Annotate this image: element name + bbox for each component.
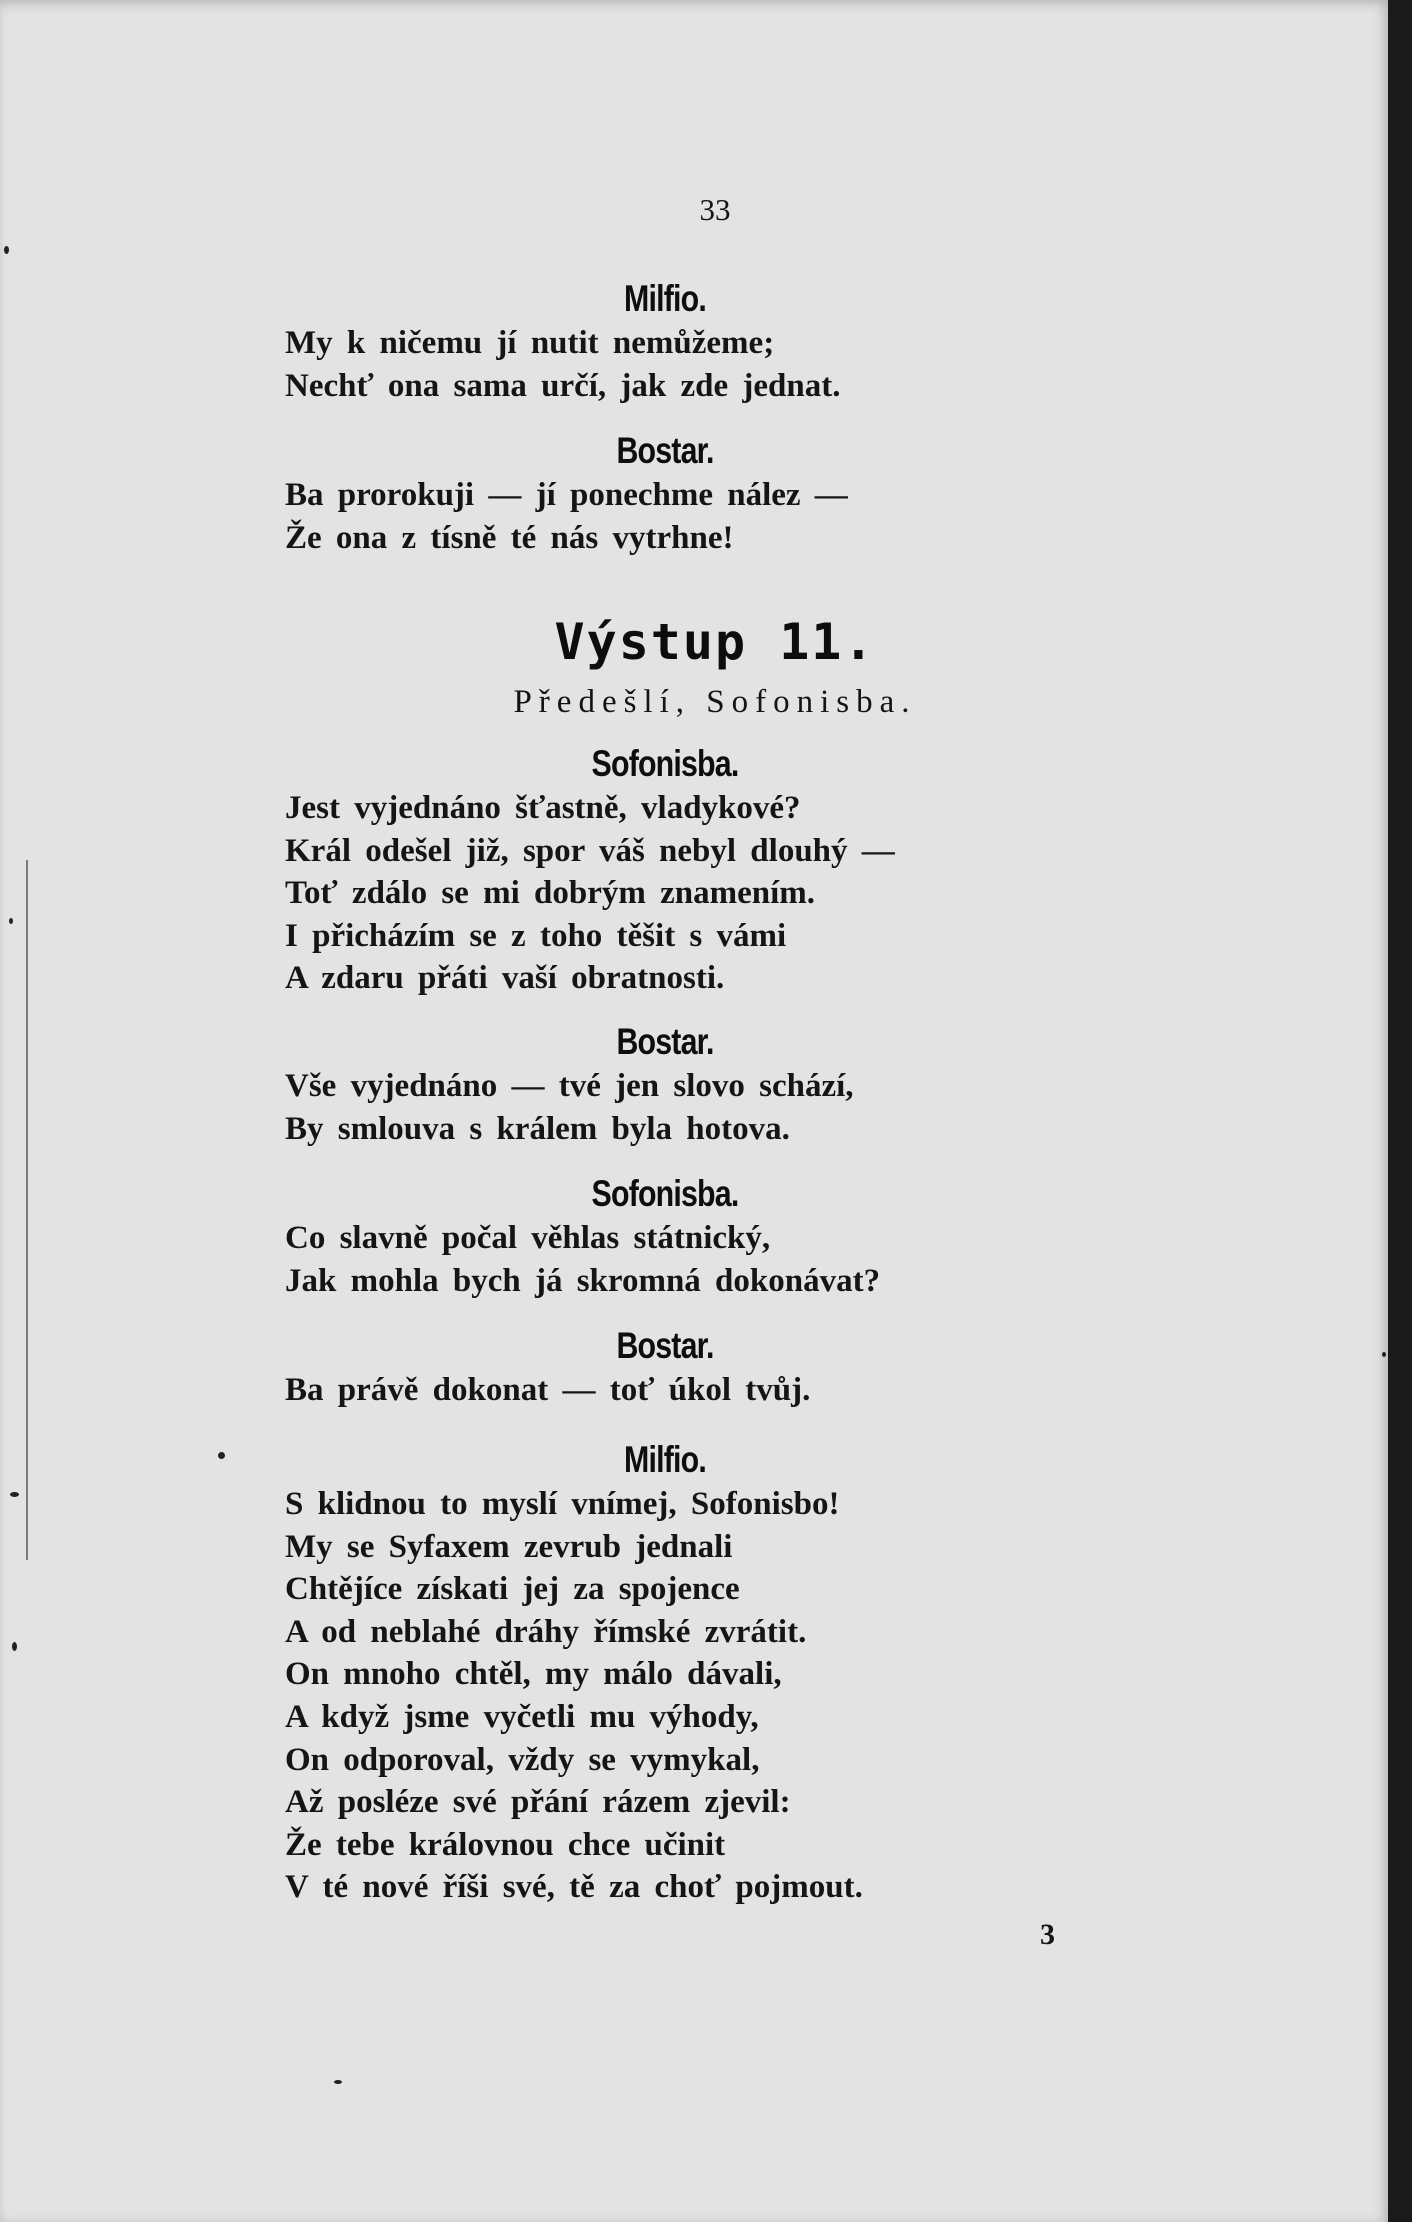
- speaker-name: Sofonisba.: [591, 743, 739, 784]
- signature-mark: 3: [1040, 1918, 1055, 1951]
- speaker-name: Bostar.: [616, 430, 714, 471]
- speaker-name: Milfio.: [624, 1439, 706, 1480]
- dialogue-bostar-1: [285, 428, 1045, 559]
- scan-speck: [1382, 1352, 1386, 1357]
- verse-line: Že ona z tísně té nás vytrhne!: [285, 519, 734, 556]
- speaker-name: Bostar.: [616, 1325, 714, 1366]
- dialogue-bostar-2: [285, 1019, 1045, 1150]
- page-number: 33: [699, 192, 731, 227]
- verse-line: Ba právě dokonat — toť úkol tvůj.: [285, 1372, 811, 1408]
- scan-speck: [218, 1452, 225, 1459]
- verse-line: Vše vyjednáno — tvé jen slovo schází,: [285, 1068, 854, 1104]
- verse-line: Až posléze své přání rázem zjevil:: [285, 1784, 791, 1821]
- speaker-name: Bostar.: [616, 1021, 714, 1062]
- scan-speck: [9, 918, 13, 924]
- verse-line: Jak mohla bych já skromná dokonávat?: [285, 1262, 881, 1299]
- dialogue-sofonisba-2: [285, 1171, 1045, 1302]
- verse-line: A od neblahé dráhy římské zvrátit.: [285, 1613, 807, 1650]
- verse-line: My se Syfaxem zevrub jednali: [285, 1528, 733, 1565]
- verse-line: S klidnou to myslí vnímej, Sofonisbo!: [285, 1486, 840, 1522]
- scan-speck: [4, 246, 9, 254]
- verse-line: Toť zdálo se mi dobrým znamením.: [285, 875, 815, 912]
- verse-line: Chtějíce získati jej za spojence: [285, 1571, 740, 1608]
- scan-speck: [10, 1492, 19, 1497]
- dialogue-sofonisba-1: [285, 741, 1045, 1000]
- speaker-name: Milfio.: [624, 278, 706, 319]
- page-gutter-shadow: [26, 860, 28, 1560]
- scan-speck: [12, 1642, 17, 1651]
- verse-line: Ba prorokuji — jí ponechme nález —: [285, 477, 848, 513]
- dialogue-bostar-3: [285, 1323, 1045, 1412]
- verse-line: Jest vyjednáno šťastně, vladykové?: [285, 790, 801, 826]
- verse-line: Že tebe královnou chce učinit: [285, 1826, 726, 1863]
- dialogue-milfio-2: [285, 1437, 1045, 1909]
- verse-line: A když jsme vyčetli mu výhody,: [285, 1698, 759, 1735]
- scene-heading: Výstup 11.: [554, 613, 876, 671]
- verse-line: I přicházím se z toho těšit s vámi: [285, 917, 787, 954]
- speaker-name: Sofonisba.: [591, 1173, 739, 1214]
- verse-line: Nechť ona sama určí, jak zde jednat.: [285, 367, 841, 404]
- verse-line: On odporoval, vždy se vymykal,: [285, 1741, 760, 1778]
- verse-line: On mnoho chtěl, my málo dávali,: [285, 1656, 782, 1693]
- verse-line: A zdaru přáti vaší obratnosti.: [285, 960, 725, 997]
- verse-line: Král odešel již, spor váš nebyl dlouhý —: [285, 832, 895, 869]
- scene-characters: Předešlí, Sofonisba.: [513, 684, 917, 720]
- verse-line: By smlouva s králem byla hotova.: [285, 1110, 790, 1147]
- verse-line: Co slavně počal věhlas státnický,: [285, 1220, 771, 1256]
- verse-line: V té nové říši své, tě za choť pojmout.: [285, 1869, 863, 1906]
- scan-speck: [334, 2080, 342, 2084]
- verse-line: My k ničemu jí nutit nemůžeme;: [285, 325, 775, 361]
- dialogue-milfio-1: [285, 276, 1045, 407]
